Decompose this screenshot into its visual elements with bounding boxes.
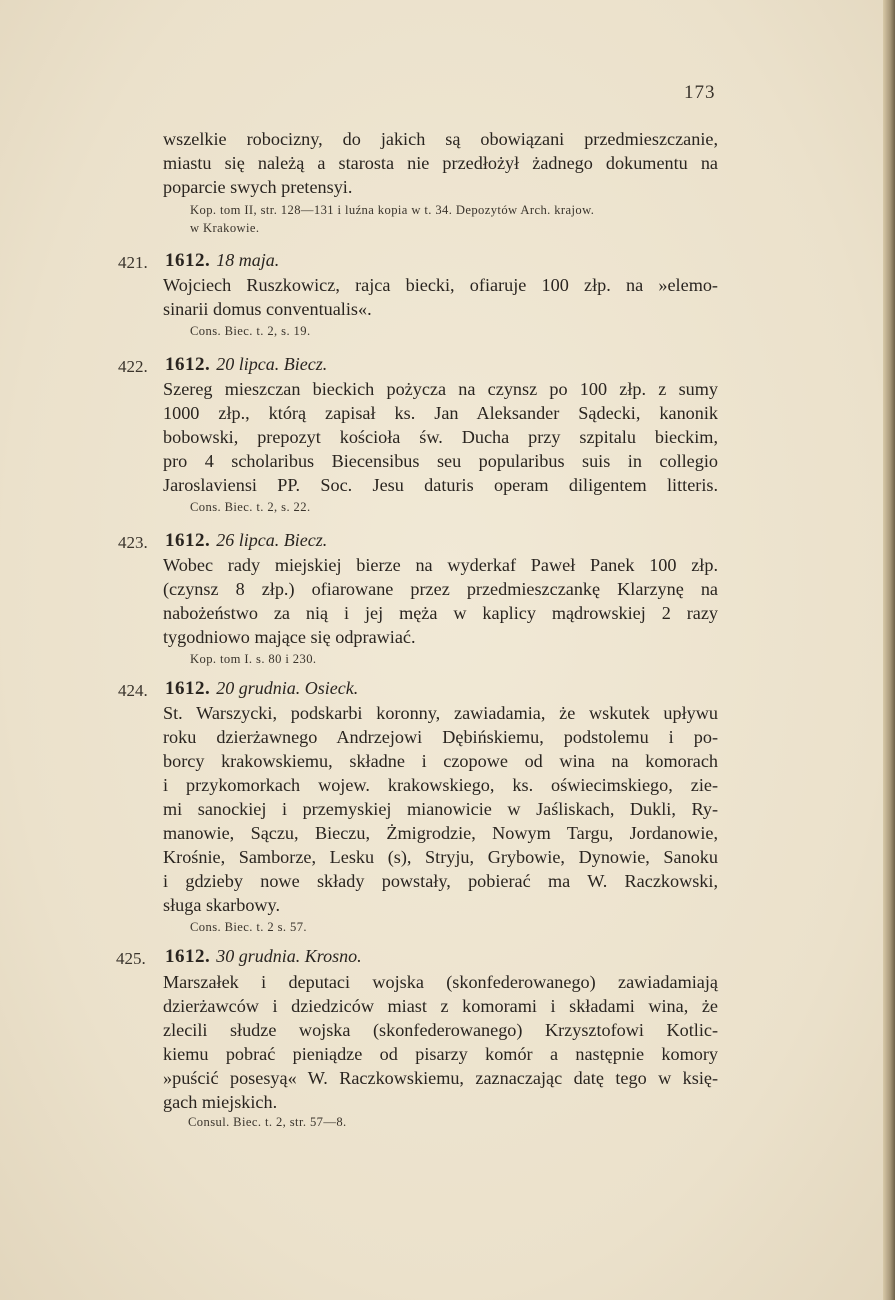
entry-heading bbox=[165, 530, 327, 552]
entry-number: 425. bbox=[116, 949, 146, 968]
text-line: »puścić posesyą« W. Raczkowskiemu, zaznaczając datę tego w księ- bbox=[163, 1068, 718, 1088]
entry-date: 20 grudnia. Osieck. bbox=[216, 678, 359, 698]
text-line: miastu się należą a starosta nie przedłożył żadnego dokumentu na bbox=[163, 153, 718, 173]
source-note: Cons. Biec. t. 2, s. 19. bbox=[190, 324, 311, 338]
text-line: i gdzieby nowe składy powstały, pobierać ma W. Raczkowski, bbox=[163, 871, 718, 891]
text-line: poparcie swych pretensyi. bbox=[163, 177, 353, 197]
page-number: 173 bbox=[684, 82, 716, 103]
text-line: bobowski, prepozyt kościoła św. Ducha przy szpitalu bieckim, bbox=[163, 427, 718, 447]
text-line: tygodniowo mające się odprawiać. bbox=[163, 627, 416, 647]
text-line: Krośnie, Samborze, Lesku (s), Stryju, Grybowie, Dynowie, Sanoku bbox=[163, 847, 718, 867]
entry-number: 424. bbox=[118, 681, 148, 700]
entry-number: 421. bbox=[118, 253, 148, 272]
text-line: 1000 złp., którą zapisał ks. Jan Aleksander Sądecki, kanonik bbox=[163, 403, 718, 423]
entry-year: 1612. bbox=[165, 946, 211, 967]
text-line: nabożeństwo za nią i jej męża w kaplicy mądrowskiej 2 razy bbox=[163, 603, 718, 623]
text-line: gach miejskich. bbox=[163, 1092, 278, 1112]
text-line: (czynsz 8 złp.) ofiarowane przez przedmieszczankę Klarzynę na bbox=[163, 579, 718, 599]
entry-number: 422. bbox=[118, 357, 148, 376]
text-line: manowie, Sączu, Bieczu, Żmigrodzie, Nowym Targu, Jordanowie, bbox=[163, 823, 718, 843]
entry-date: 20 lipca. Biecz. bbox=[216, 354, 328, 374]
text-line: kiemu pobrać pieniądze od pisarzy komór a następnie komory bbox=[163, 1044, 718, 1064]
text-line: wszelkie robocizny, do jakich są obowiązani przedmieszczanie, bbox=[163, 129, 718, 149]
text-line: Wojciech Ruszkowicz, rajca biecki, ofiaruje 100 złp. na »elemo- bbox=[163, 275, 718, 295]
entry-date: 30 grudnia. Krosno. bbox=[216, 946, 362, 966]
text-line: pro 4 scholaribus Biecensibus seu popularibus suis in collegio bbox=[163, 451, 718, 471]
text-line: St. Warszycki, podskarbi koronny, zawiadamia, że wskutek upływu bbox=[163, 703, 718, 723]
source-note: Kop. tom I. s. 80 i 230. bbox=[190, 652, 317, 666]
source-note: Cons. Biec. t. 2, s. 22. bbox=[190, 500, 311, 514]
text-line: Szereg mieszczan bieckich pożycza na czynsz po 100 złp. z sumy bbox=[163, 379, 718, 399]
text-line: dzierżawców i dziedziców miast z komorami i składami wina, że bbox=[163, 996, 718, 1016]
entry-year: 1612. bbox=[165, 354, 211, 375]
entry-heading bbox=[165, 946, 362, 968]
text-line: sinarii domus conventualis«. bbox=[163, 299, 372, 319]
entry-number: 423. bbox=[118, 533, 148, 552]
entry-heading bbox=[165, 354, 327, 376]
source-note: Consul. Biec. t. 2, str. 57—8. bbox=[188, 1115, 347, 1129]
entry-year: 1612. bbox=[165, 250, 211, 271]
text-line: zlecili słudze wojska (skonfederowanego) Krzysztofowi Kotlic- bbox=[163, 1020, 718, 1040]
text-line: Marszałek i deputaci wojska (skonfederowanego) zawiadamiają bbox=[163, 972, 718, 992]
page-edge bbox=[883, 0, 895, 1300]
entry-date: 18 maja. bbox=[216, 250, 280, 270]
entry-date: 26 lipca. Biecz. bbox=[216, 530, 328, 550]
entry-year: 1612. bbox=[165, 678, 211, 699]
source-note: w Krakowie. bbox=[190, 221, 260, 235]
entry-heading bbox=[165, 678, 358, 700]
text-line: borcy krakowskiemu, składne i czopowe od wina na komorach bbox=[163, 751, 718, 771]
text-line: i przykomorkach wojew. krakowskiego, ks. oświecimskiego, zie- bbox=[163, 775, 718, 795]
text-line: Wobec rady miejskiej bierze na wyderkaf Paweł Panek 100 złp. bbox=[163, 555, 718, 575]
entry-year: 1612. bbox=[165, 530, 211, 551]
text-line: sługa skarbowy. bbox=[163, 895, 281, 915]
entry-heading bbox=[165, 250, 279, 272]
text-line: mi sanockiej i przemyskiej mianowicie w Jaśliskach, Dukli, Ry- bbox=[163, 799, 718, 819]
text-line: Jaroslaviensi PP. Soc. Jesu daturis operam diligentem litteris. bbox=[163, 475, 718, 495]
source-note: Kop. tom II, str. 128—131 i luźna kopia w t. 34. Depozytów Arch. krajow. bbox=[190, 203, 595, 217]
text-line: roku dzierżawnego Andrzejowi Dębińskiemu, podstolemu i po- bbox=[163, 727, 718, 747]
source-note: Cons. Biec. t. 2 s. 57. bbox=[190, 920, 307, 934]
